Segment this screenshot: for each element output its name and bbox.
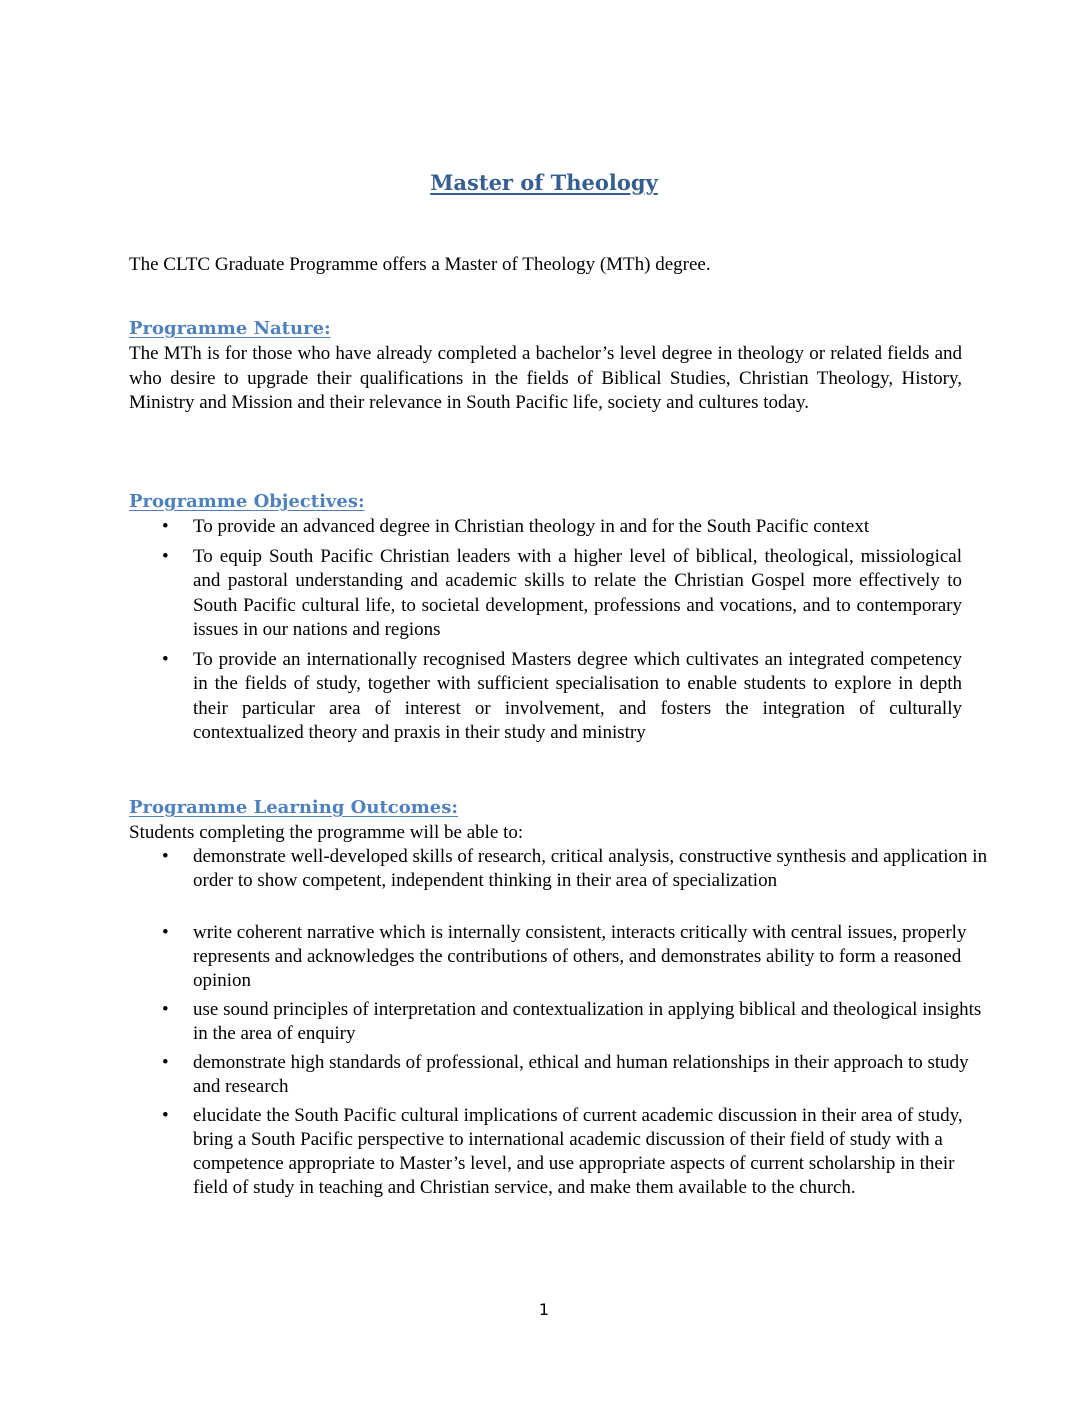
section-lead: Students completing the programme will be able to:: [129, 822, 524, 843]
intro-paragraph: The CLTC Graduate Programme offers a Master of Theology (MTh) degree.: [129, 254, 711, 275]
list-item: • demonstrate well-developed skills of research, critical analysis, constructive synthesis and application in order to show competent, independent thinking in their area of specialization: [129, 845, 993, 893]
list-item: • To provide an advanced degree in Christian theology in and for the South Pacific context: [129, 515, 962, 540]
outcomes-list: [129, 845, 988, 1200]
list-item: • elucidate the South Pacific cultural implications of current academic discussion in their area of study, bring a South Pacific perspective to international academic discussion of their field of study with a competence appropriate to Master’s level, and use appropriate aspects of current scholarship in their field of study in teaching and Christian service, and make them available to the church.: [129, 1104, 993, 1200]
page-number: 1: [538, 1300, 550, 1319]
list-item: • To provide an internationally recognised Masters degree which cultivates an integrated competency in the fields of study, together with sufficient specialisation to enable students to explore in depth their particular area of interest or involvement, and fosters the integration of culturally contextualized theory and praxis in their study and ministry: [129, 648, 962, 746]
section-body: The MTh is for those who have already completed a bachelor’s level degree in theology or related fields and who desire to upgrade their qualifications in the fields of Biblical Studies, Christian Theology, History, Ministry and Mission and their relevance in South Pacific life, society and cultures today.: [129, 343, 962, 413]
page-title: Master of Theology: [430, 170, 658, 195]
list-item: • To equip South Pacific Christian leaders with a higher level of biblical, theological, missiological and pastoral understanding and academic skills to relate the Christian Gospel more effectively to South Pacific cultural life, to societal development, professions and vocations, and to contemporary issues in our nations and regions: [129, 545, 962, 643]
list-item: • demonstrate high standards of professional, ethical and human relationships in their approach to study and research: [129, 1051, 993, 1099]
objectives-list: [129, 515, 962, 746]
section-heading: Programme Learning Outcomes:: [129, 797, 459, 818]
section-programme-nature: [129, 316, 962, 416]
list-item: • write coherent narrative which is internally consistent, interacts critically with central issues, properly represents and acknowledges the contributions of others, and demonstrates ability to form a reasoned opinion: [129, 921, 993, 993]
section-learning-outcomes: [129, 795, 988, 1205]
list-item: • use sound principles of interpretation and contextualization in applying biblical and theological insights in the area of enquiry: [129, 998, 993, 1046]
section-heading: Programme Objectives:: [129, 491, 365, 512]
section-heading: Programme Nature:: [129, 318, 331, 339]
section-programme-objectives: [129, 489, 962, 751]
